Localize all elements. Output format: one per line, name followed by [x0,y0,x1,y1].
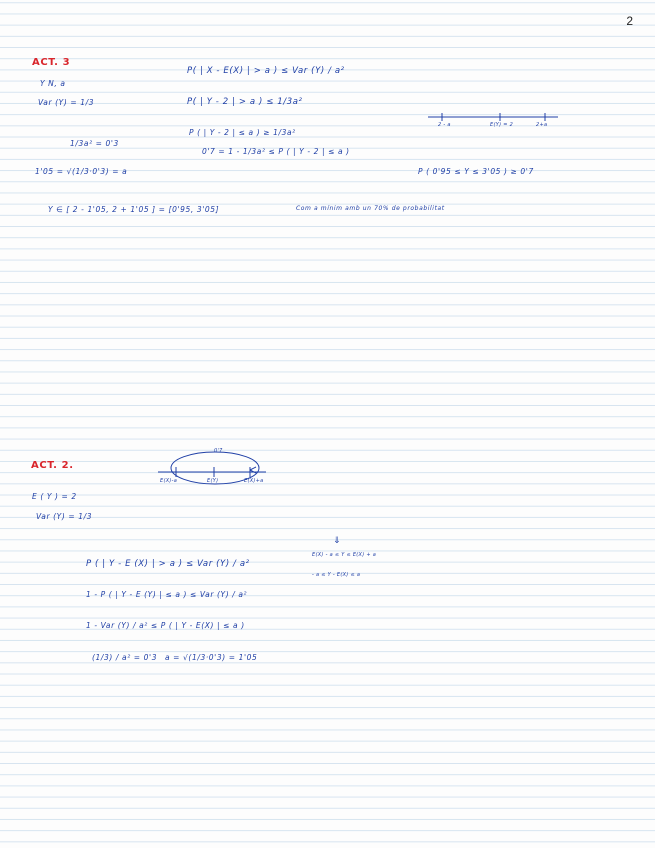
act2-rearranged: 1 - Var (Y) / a² ≤ P ( | Y - E(X) | ≤ a ) [86,621,245,630]
act2-chebyshev-general: P ( | Y - E (X) | > a ) ≤ Var (Y) / a² [86,559,250,569]
act3-number-line-label-center: E(Y) = 2 [490,122,514,128]
act3-fraction-equation: 1/3a² = 0'3 [70,139,119,148]
act2-bounds-1: E(X) - a ≤ Y ≤ E(X) + a [312,552,377,558]
act2-a-value: a = √(1/3·0'3) = 1'05 [165,653,258,662]
act2-bounds-2: - a ≤ Y - E(X) ≤ a [312,572,361,578]
act3-distribution-line: Y N, a [40,79,66,88]
act2-diagram-label-left: E(X)-a [160,478,178,484]
act2-expectation: E ( Y ) = 2 [32,492,77,501]
act3-inequality-line: 0'7 = 1 - 1/3a² ≤ P ( | Y - 2 | ≤ a ) [202,147,350,156]
act3-title: ACT. 3 [32,57,71,68]
act3-a-value: 1'05 = √(1/3·0'3) = a [35,167,128,176]
act3-variance: Var (Y) = 1/3 [38,98,95,107]
act3-number-line-label-right: 2+a [536,122,548,128]
act2-variance: Var (Y) = 1/3 [36,512,93,521]
act2-solve-equation: (1/3) / a² = 0'3 [92,653,158,662]
act3-number-line [428,113,558,121]
act3-chebyshev-general: P( | X - E(X) | > a ) ≤ Var (Y) / a² [187,66,345,76]
page-number: 2 [626,14,633,28]
act2-diagram-arc-label: 0'7 [214,448,223,454]
act3-interval: Y ∈ [ 2 - 1'05, 2 + 1'05 ] = [0'95, 3'05] [48,205,220,214]
act3-conclusion: Com a mínim amb un 70% de probabilitat [296,205,445,212]
act3-chebyshev-specific: P( | Y - 2 | > a ) ≤ 1/3a² [187,97,303,107]
act2-ellipse-diagram [158,452,266,484]
act2-diagram-label-right: E(X)+a [244,478,264,484]
act2-complement: 1 - P ( | Y - E (Y) | ≤ a ) ≤ Var (Y) / a² [86,590,248,599]
act3-chebyshev-complement: P ( | Y - 2 | ≤ a ) ≥ 1/3a² [189,128,296,137]
act2-title: ACT. 2. [31,460,74,471]
act3-number-line-label-left: 2 - a [438,122,451,128]
act3-probability-result: P ( 0'95 ≤ Y ≤ 3'05 ) ≥ 0'7 [418,167,534,176]
act2-implies-arrow: ⇓ [333,536,342,546]
act2-diagram-label-center: E(Y) [207,478,219,484]
